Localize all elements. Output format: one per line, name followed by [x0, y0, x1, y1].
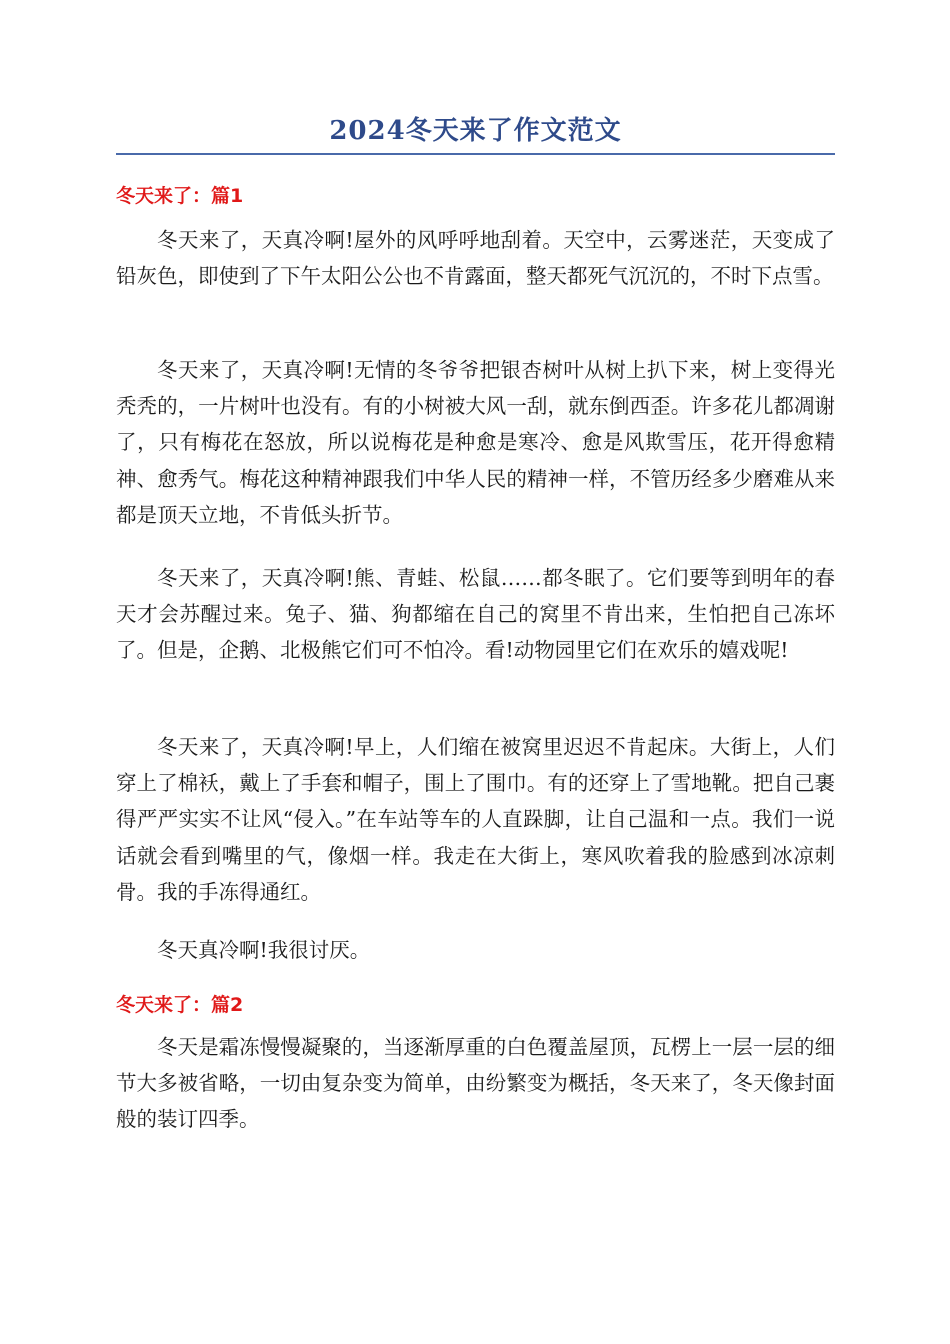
section-1-paragraph-4: 冬天来了，天真冷啊!早上，人们缩在被窝里迟迟不肯起床。大街上，人们穿上了棉袄，戴上了手套和帽子，围上了围巾。有的还穿上了雪地靴。把自己裹得严严实实不让风“侵入。”在车站等车的人直跺脚，让自己温和一点。我们一说话就会看到嘴里的气，像烟一样。我走在大街上，寒风吹着我的脸感到冰凉刺骨。我的手冻得通红。	[116, 735, 835, 904]
title-underline	[116, 153, 835, 155]
section-1-paragraph-5: 冬天真冷啊!我很讨厌。	[157, 938, 371, 962]
section-1-paragraph-1: 冬天来了，天真冷啊!屋外的风呼呼地刮着。天空中，云雾迷茫，天变成了铅灰色，即使到了下午太阳公公也不肯露面，整天都死气沉沉的，不时下点雪。	[116, 228, 835, 289]
section-1-paragraph-3: 冬天来了，天真冷啊!熊、青蛙、松鼠……都冬眠了。它们要等到明年的春天才会苏醒过来。兔子、猫、狗都缩在自己的窝里不肯出来，生怕把自己冻坏了。但是，企鹅、北极熊它们可不怕冷。看!动物园里它们在欢乐的嬉戏呢!	[116, 566, 835, 663]
section-heading-2: 冬天来了：篇2	[116, 994, 244, 1016]
section-1-paragraph-2: 冬天来了，天真冷啊!无情的冬爷爷把银杏树叶从树上扒下来，树上变得光秃秃的，一片树叶也没有。有的小树被大风一刮，就东倒西歪。许多花儿都凋谢了，只有梅花在怒放，所以说梅花是种愈是寒冷、愈是风欺雪压，花开得愈精神、愈秀气。梅花这种精神跟我们中华人民的精神一样，不管历经多少磨难从来都是顶天立地，不肯低头折节。	[116, 358, 835, 527]
section-2-paragraph-1: 冬天是霜冻慢慢凝聚的，当逐渐厚重的白色覆盖屋顶，瓦楞上一层一层的细节大多被省略，一切由复杂变为简单，由纷繁变为概括，冬天来了，冬天像封面般的装订四季。	[116, 1035, 835, 1132]
section-heading-1: 冬天来了：篇1	[116, 185, 244, 207]
document-title: 2024冬天来了作文范文	[329, 116, 622, 146]
